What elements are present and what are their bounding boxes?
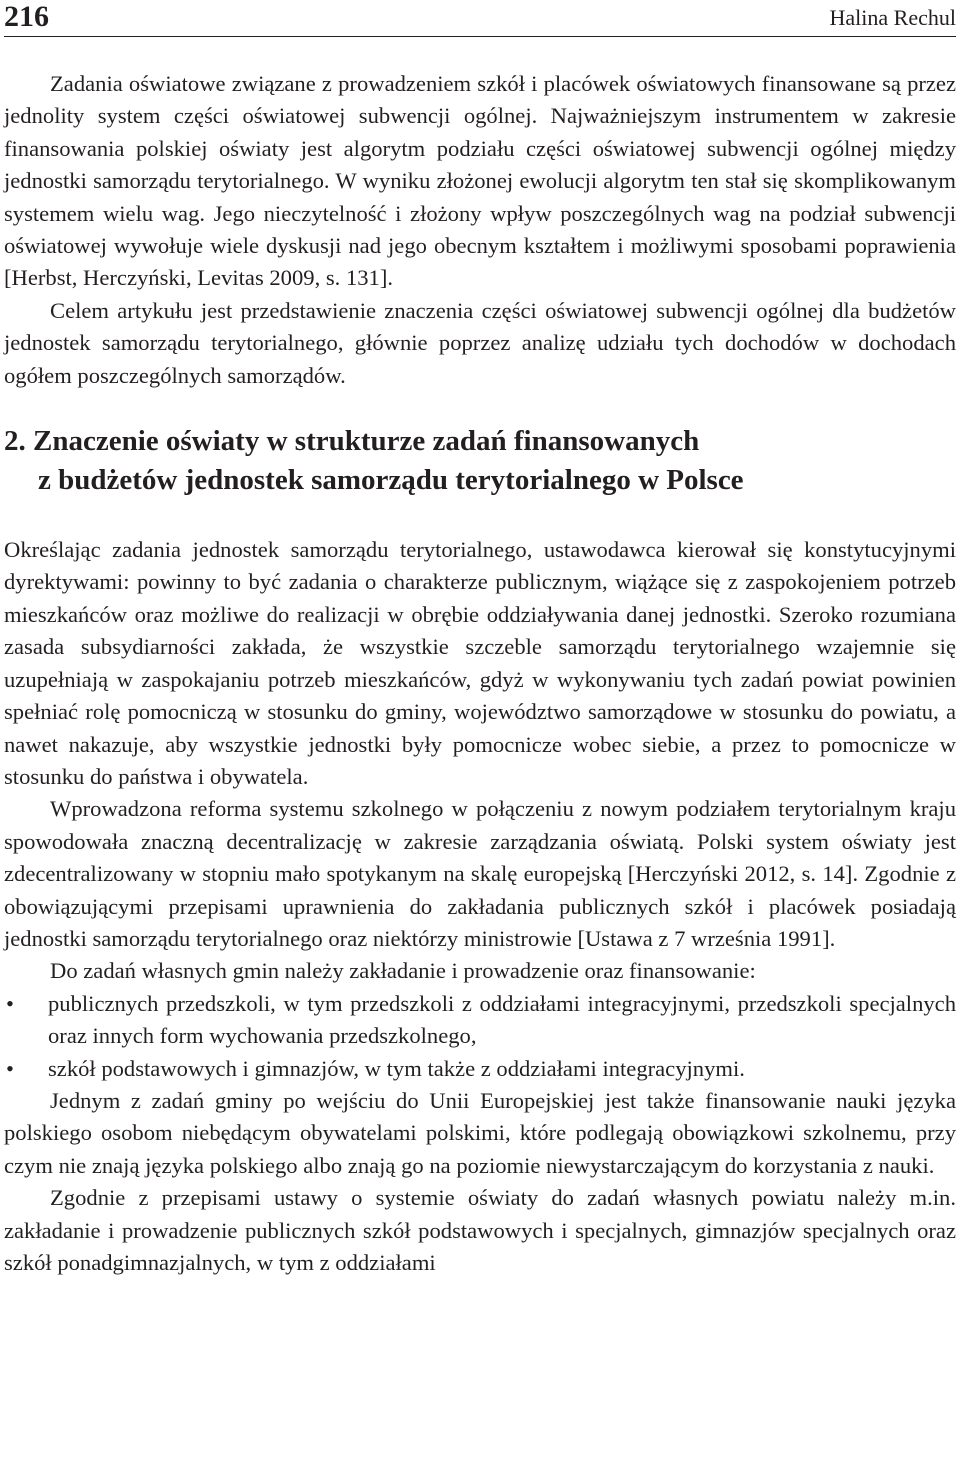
- page-number: 216: [4, 0, 49, 33]
- list-item: [4, 988, 956, 1053]
- paragraph: Do zadań własnych gmin należy zakładanie i prowadzenie oraz finansowanie:: [50, 958, 756, 984]
- running-header: [4, 0, 956, 37]
- bullet-icon: •: [6, 990, 14, 1016]
- list-item-text: szkół podstawowych i gimnazjów, w tym także z oddziałami integracyjnymi.: [48, 1055, 745, 1081]
- bullet-icon: •: [6, 1055, 14, 1081]
- running-author: Halina Rechul: [829, 5, 956, 30]
- paragraph: Określając zadania jednostek samorządu terytorialnego, ustawodawca kierował się konstytucyjnymi dyrektywami: powinny to być zadania o charakterze publicznym, wiążące się z zaspokojeniem potrzeb mieszkańców oraz możliwe do realizacji w obrębie oddziaływania danej jednostki. Szeroko rozumiana zasada subsydiarności zakłada, że wszystkie szczeble samorządu terytorialnego wzajemnie się uzupełniają w zaspokajaniu potrzeb mieszkańców, gdyż w wykonywaniu tych zadań powiat powinien spełniać rolę pomocniczą w stosunku do gminy, województwo samorządowe w stosunku do powiatu, a nawet nakazuje, aby wszystkie jednostki były pomocnicze wobec siebie, a przez to pomocnicze w stosunku do państwa i obywatela.: [4, 537, 956, 789]
- section-title-line2: z budżetów jednostek samorządu terytorialnego w Polsce: [38, 464, 744, 497]
- bullet-list: [4, 988, 956, 1085]
- paragraph: Jednym z zadań gminy po wejściu do Unii Europejskiej jest także finansowanie nauki języka polskiego osobom niebędącym obywatelami polskimi, które podlegają obowiązkowi szkolnemu, przy czym nie znają języka polskiego albo znają go na poziomie niewystarczającym do korzystania z nauki.: [4, 1087, 956, 1178]
- list-item-text: publicznych przedszkoli, w tym przedszkoli z oddziałami integracyjnymi, przedszkoli specjalnych oraz innych form wychowania przedszkolnego,: [48, 990, 956, 1049]
- paragraph: Wprowadzona reforma systemu szkolnego w połączeniu z nowym podziałem terytorialnym kraju spowodowała znaczną decentralizację w zakresie zarządzania oświatą. Polski system oświaty jest zdecentralizowany w stopniu mało spotykanym na skalę europejską [Herczyński 2012, s. 14]. Zgodnie z obowiązującymi przepisami uprawnienia do zakładania publicznych szkół i placówek posiadają jednostki samorządu terytorialnego oraz niektórzy ministrowie [Ustawa z 7 września 1991].: [4, 796, 956, 951]
- heading-spacing: [4, 500, 956, 534]
- top-spacing: [4, 44, 956, 68]
- paragraph: Zgodnie z przepisami ustawy o systemie oświaty do zadań własnych powiatu należy m.in. zakładanie i prowadzenie publicznych szkół podstawowych i specjalnych, gimnazjów specjalnych oraz szkół ponadgimnazjalnych, w tym z oddziałami: [4, 1185, 956, 1275]
- paragraph: Zadania oświatowe związane z prowadzeniem szkół i placówek oświatowych finansowane są przez jednolity system części oświatowej subwencji ogólnej. Najważniejszym instrumentem w zakresie finansowania polskiej oświaty jest algorytm podziału części oświatowej subwencji ogólnej między jednostki samorządu terytorialnego. W wyniku złożonej ewolucji algorytm ten stał się skomplikowanym systemem wielu wag. Jego nieczytelność i złożony wpływ poszczególnych wag na podział subwencji oświatowej wywołuje wiele dyskusji nad jego obecnym kształtem i możliwymi sposobami poprawienia [Herbst, Herczyński, Levitas 2009, s. 131].: [4, 71, 956, 291]
- paragraph: Celem artykułu jest przedstawienie znaczenia części oświatowej subwencji ogólnej dla budżetów jednostek samorządu terytorialnego, głównie poprzez analizę udziału tych dochodów w dochodach ogółem poszczególnych samorządów.: [4, 297, 956, 388]
- section-title-line1: Znaczenie oświaty w strukturze zadań finansowanych: [33, 425, 700, 458]
- body-text: [4, 44, 956, 1279]
- section-heading: [4, 422, 956, 500]
- section-number: 2.: [4, 425, 26, 458]
- list-item: [4, 1053, 956, 1085]
